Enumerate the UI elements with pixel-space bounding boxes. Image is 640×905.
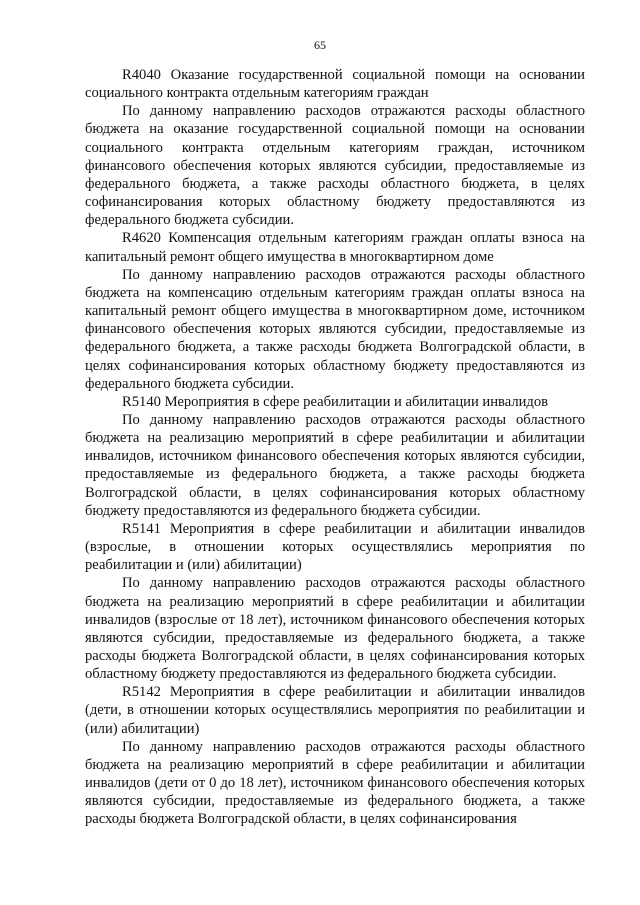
document-body [85, 66, 585, 829]
paragraph-r5140-description: По данному направлению расходов отражаются расходы областного бюджета на реализацию мероприятий в сфере реабилитации и абилитации инвалидов, источником финансового обеспечения которых являются субсидии, предоставляемые из федерального бюджета, а также расходы бюджета Волгоградской области, в целях софинансирования которых областному бюджету предоставляются из федерального бюджета субсидии. [85, 411, 585, 519]
paragraph-r5141-description: По данному направлению расходов отражаются расходы областного бюджета на реализацию мероприятий в сфере реабилитации и абилитации инвалидов (взрослые от 18 лет), источником финансового обеспечения которых являются субсидии, предоставляемые из федерального бюджета, а также расходы бюджета Волгоградской области, в целях софинансирования которых областному бюджету предоставляются из федерального бюджета субсидии. [85, 575, 585, 683]
page-number: 65 [314, 38, 326, 52]
section-heading-r5140: R5140 Мероприятия в сфере реабилитации и абилитации инвалидов [122, 393, 549, 410]
section-heading-r4620: R4620 Компенсация отдельным категориям граждан оплаты взноса на капитальный ремонт общего имущества в многоквартирном доме [85, 230, 585, 265]
section-heading-r5142: R5142 Мероприятия в сфере реабилитации и абилитации инвалидов (дети, в отношении которых осуществлялись мероприятия по реабилитации и (или) абилитации) [85, 684, 585, 737]
section-heading-r5141: R5141 Мероприятия в сфере реабилитации и абилитации инвалидов (взрослые, в отношении которых осуществлялись мероприятия по реабилитации и (или) абилитации) [85, 520, 585, 574]
paragraph-r4040-description: По данному направлению расходов отражаются расходы областного бюджета на оказание государственной социальной помощи на основании социального контракта отдельным категориям граждан, источником финансового обеспечения которых являются субсидии, предоставляемые из федерального бюджета, а также расходы областного бюджета, в целях софинансирования которых областному бюджету предоставляются из федерального бюджета субсидии. [85, 103, 585, 229]
paragraph-r5142-description: По данному направлению расходов отражаются расходы областного бюджета на реализацию мероприятий в сфере реабилитации и абилитации инвалидов (дети от 0 до 18 лет), источником финансового обеспечения которых являются субсидии, предоставляемые из федерального бюджета, а также расходы бюджета Волгоградской области, в целях софинансирования [85, 738, 585, 828]
paragraph-r4620-description: По данному направлению расходов отражаются расходы областного бюджета на компенсацию отдельным категориям граждан оплаты взноса на капитальный ремонт общего имущества в многоквартирном доме, источником финансового обеспечения которых являются субсидии, предоставляемые из федерального бюджета, а также расходы бюджета Волгоградской области, в целях софинансирования которых областному бюджету предоставляются из федерального бюджета субсидии. [85, 266, 585, 392]
section-heading-r4040: R4040 Оказание государственной социальной помощи на основании социального контракта отдельным категориям граждан [85, 67, 585, 102]
